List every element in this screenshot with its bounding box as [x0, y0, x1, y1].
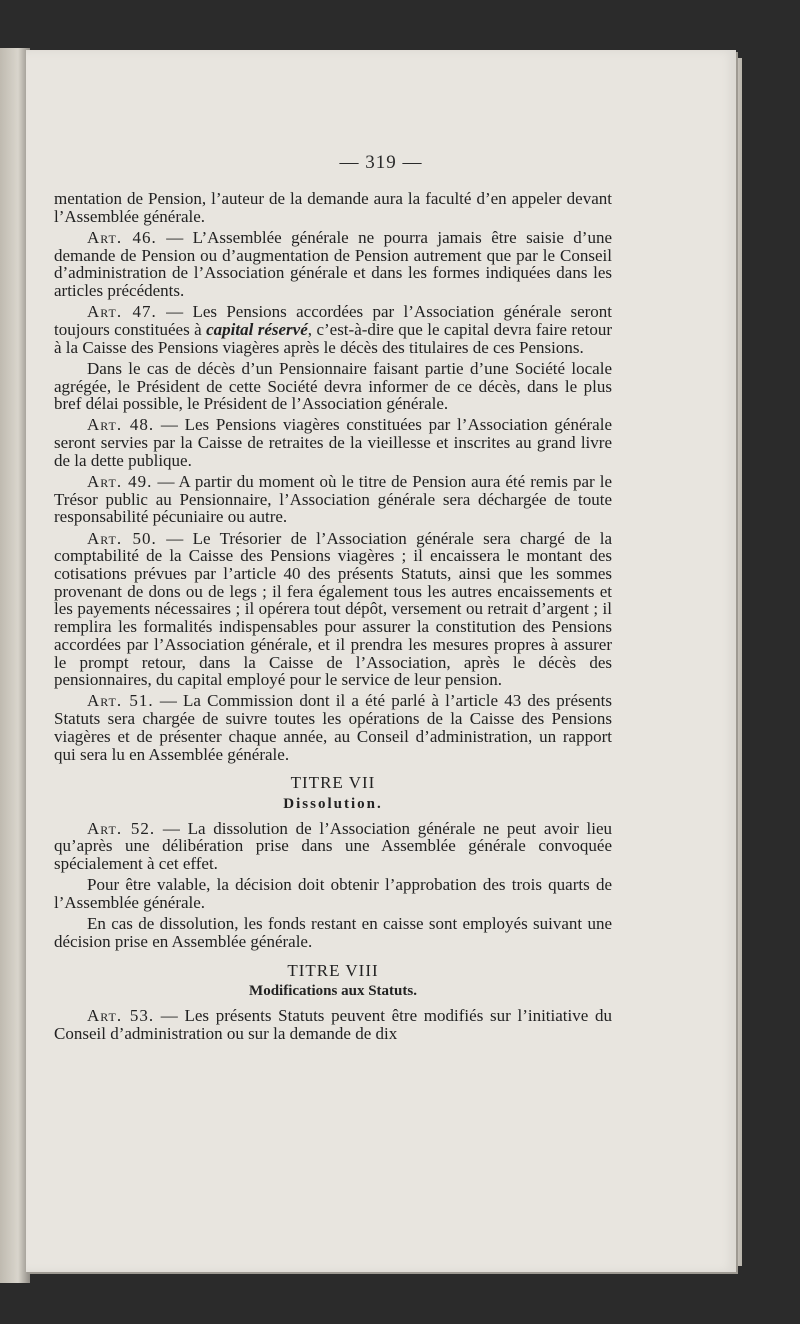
article-label: Art. 51. — [87, 691, 154, 711]
section-subtitle-modifications: Modifications aux Statuts. — [249, 983, 417, 1000]
article-label: Art. 52. — [87, 818, 156, 838]
article-49 — [54, 473, 612, 526]
article-text: — A partir du moment où le titre de Pension aura été remis par le Trésor public au Pensionnaire, l’Association générale sera déchargée de toute responsabilité pécuniaire ou autre. — [54, 472, 612, 527]
article-label: Art. 46. — [87, 227, 157, 247]
article-51 — [54, 692, 612, 763]
article-text: — L’Assemblée générale ne pourra jamais être saisie d’une demande de Pension ou d’augmentation de Pension autrement que par le Conseil d’administration de l’Association générale et dans les formes indiquées dans les articles précédents. — [54, 227, 612, 301]
article-label: Art. 49. — [87, 472, 153, 492]
article-53 — [54, 1007, 612, 1042]
article-label: Art. 48. — [87, 415, 155, 435]
article-50 — [54, 530, 612, 689]
section-heading-titre-7: TITRE VII — [290, 773, 376, 793]
article-48 — [54, 416, 612, 469]
page-body — [54, 190, 612, 1046]
paragraph-continuation: mentation de Pension, l’auteur de la demande aura la faculté d’en appeler devant l’Assemblée générale. — [54, 189, 612, 226]
article-label: Art. 47. — [87, 302, 157, 322]
article-text: — Les Pensions viagères constituées par l’Association générale seront servies par la Caisse de retraites de la vieillesse et inscrites au grand livre de la dette publique. — [54, 415, 613, 470]
paragraph: Pour être valable, la décision doit obtenir l’approbation des trois quarts de l’Assemblée générale. — [54, 875, 612, 913]
article-label: Art. 53. — [87, 1006, 155, 1026]
section-subtitle-dissolution: Dissolution. — [283, 796, 383, 812]
article-text: , c’est-à-dire que le capital devra faire retour à la Caisse des Pensions viagères après le décès des titulaires de ces Pensions. — [54, 319, 612, 357]
page-number: — 319 — — [339, 152, 423, 173]
paragraph: Dans le cas de décès d’un Pensionnaire faisant partie d’une Société locale agrégée, le Président de cette Société devra informer de ce décès, dans le plus bref délai possible, le Président de l’Association générale. — [54, 358, 612, 414]
article-47 — [54, 303, 612, 356]
article-text: — Les présents Statuts peuvent être modifiés sur l’initiative du Conseil d’administration ou sur la demande de dix — [54, 1006, 612, 1043]
section-heading-titre-8: TITRE VIII — [287, 960, 379, 980]
article-text: — Le Trésorier de l’Association générale sera chargé de la comptabilité de la Caisse des Pensions viagères ; il encaissera le montant des cotisations prévues par l’article 40 des présents Statuts, ainsi que les sommes provenant de dons ou de legs ; il fera également tous les autres encaissements et les payements nécessaires ; il opérera tout dépôt, versement ou retrait d’argent ; il remplira les formalités indispensables pour assurer la constitution des Pensions accordées par l’Association générale, et il prendra les mesures propres à assurer le prompt retour, dans la Caisse de l’Association, après le décès des pensionnaires, du capital employé pour le service de leur pension. — [54, 528, 613, 690]
article-46 — [54, 229, 612, 300]
emphasis-text: capital réservé — [206, 319, 308, 339]
paragraph: En cas de dissolution, les fonds restant en caisse sont employés suivant une décision prise en Assemblée générale. — [54, 914, 612, 951]
article-text: — Les Pensions accordées par l’Association générale seront toujours constituées à — [54, 302, 613, 339]
article-label: Art. 50. — [87, 528, 157, 548]
article-52 — [54, 820, 612, 873]
article-text: — La Commission dont il a été parlé à l’article 43 des présents Statuts sera chargée de suivre toutes les opérations de la Caisse des Pensions viagères et de présenter chaque année, au Conseil d’administration, un rapport qui sera lu en Assemblée générale. — [54, 691, 612, 764]
article-text: — La dissolution de l’Association générale ne peut avoir lieu qu’après une délibération prise dans une Assemblée générale convoquée spécialement à cet effet. — [54, 818, 612, 874]
book-page — [26, 50, 736, 1272]
